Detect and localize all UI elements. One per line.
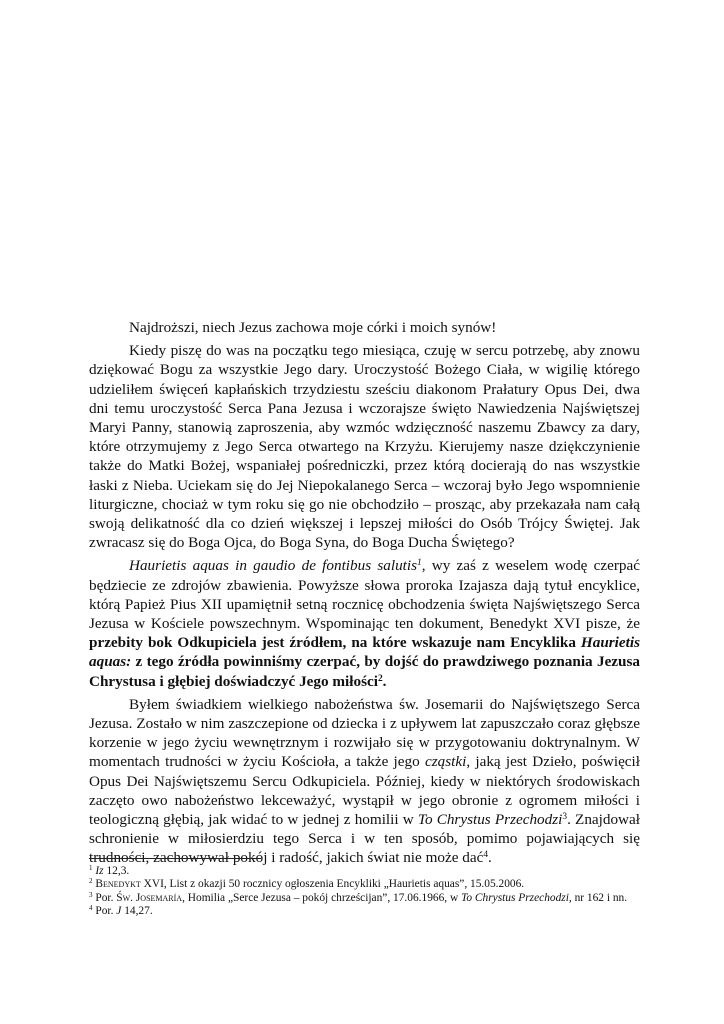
letter-body (89, 318, 640, 872)
text-run: Por. (92, 905, 117, 918)
text-run: Por. (92, 891, 117, 904)
text-run: z tego źródła powinniśmy czerpać, by dojść do prawdziwego poznania Jezusa Chrystusa i głębiej doświadczyć Jego miłości (89, 653, 640, 690)
text-run: Haurietis aquas in gaudio de fontibus salutis (129, 557, 418, 575)
footnote-separator (89, 858, 261, 859)
text-run: , jaką jest Dzieło, poświęcił Opus Dei Najświętszemu Sercu Odkupiciela. Później, kiedy w niektórych środowiskach zaczęto owo nabożeństwo lekceważyć, wystąpił w jego obronie z ogromem miłości i teologiczną głębią, jak widać to w jednej z homilii w (89, 753, 640, 829)
footnote (89, 892, 640, 905)
footnotes (89, 865, 640, 919)
salutation (89, 318, 640, 337)
footnote-marker: 2 (377, 673, 383, 684)
footnote-marker: 2 (89, 877, 93, 886)
author-name: Św. Josemaría (116, 891, 183, 904)
footnote-marker: 3 (562, 811, 568, 822)
body-paragraph (89, 556, 640, 690)
footnote-marker: 4 (483, 850, 489, 861)
text-run: nr 162 i nn. (571, 891, 628, 904)
footnote-marker: 3 (89, 890, 93, 899)
text-run: . (382, 672, 387, 690)
text-run: Iz (95, 865, 104, 877)
text-run: cząstki (424, 753, 467, 771)
footnote-marker: 1 (417, 558, 422, 569)
text-run: To Chrystus Przechodzi (417, 811, 563, 829)
text-run: 12,3. (103, 865, 130, 877)
text-run: Haurietis aquas: (89, 634, 640, 671)
footnote (89, 878, 640, 891)
text-run: , Homilia „Serce Jezusa – pokój chrześcijan”, 17.06.1966, w (182, 891, 462, 904)
footnote-marker: 4 (89, 904, 93, 913)
text-run: . (488, 849, 492, 867)
body-paragraph (89, 341, 640, 552)
text-run: J (116, 905, 122, 918)
author-name: Benedykt (95, 878, 141, 891)
footnote (89, 905, 640, 918)
text-run: Byłem świadkiem wielkiego nabożeństwa św. Josemarii do Najświętszego Serca Jezusa. Zostało w nim zaszczepione od dziecka i z upływem lat zapuszczało coraz głębsze korzenie w jego życiu wewnętrznym i rozwijało się w przygotowaniu doktrynalnym. W momentach trudności w życiu Kościoła, a także jego (89, 695, 640, 771)
text-run: To Chrystus Przechodzi, (461, 891, 572, 904)
text-run: 14,27. (121, 905, 153, 918)
text-run: Kiedy piszę do was na początku tego miesiąca, czuję w sercu potrzebę, aby znowu dziękować Bogu za wszystkie Jego dary. Uroczystość Bożego Ciała, w wigilię którego udzieliłem święceń kapłańskich trzydziestu sześciu diakonom Prałatury Opus Dei, dwa dni temu uroczystość Serca Pana Jezusa i wczorajsze święto Nawiedzenia Najświętszej Maryi Panny, stanowią zaproszenia, aby wzmóc wdzięczność naszemu Zbawcy za dary, które otrzymujemy z Jego Serca otwartego na Krzyżu. Kierujemy nasze dziękczynienie także do Matki Bożej, wspaniałej pośredniczki, przez którą docierają do nas wszystkie łaski z Nieba. Uciekam się do Jej Niepokalanego Serca – wczoraj było Jego wspomnienie liturgiczne, chociaż w tym roku się go nie obchodziło – prosząc, aby przekazała nam całą swoją delikatność dla co dzień większej i lepszej miłości do Osób Trójcy Świętej. Jak zwracasz się do Boga Ojca, do Boga Syna, do Boga Ducha Świętego? (89, 342, 640, 552)
text-run: . Znajdował schronienie w miłosierdziu tego Serca i w ten sposób, pomimo pojawiających się trudności, zachowywał pokój i radość, jakich świat nie może dać (89, 811, 640, 867)
footnote-marker: 1 (89, 864, 93, 873)
text-run: , wy zaś z weselem wodę czerpać będziecie ze zdrojów zbawienia. Powyższe słowa proroka Izajasza dają tytuł encyklice, którą Papież Pius XII upamiętnił setną rocznicę obchodzenia święta Najświętszego Serca Jezusa w Kościele powszechnym. Wspominając ten dokument, Benedykt XVI pisze, że (89, 557, 640, 633)
text-run: XVI, List z okazji 50 rocznicy ogłoszenia Encykliki „Haurietis aquas”, 15.05.2006. (140, 878, 525, 891)
text-run: Najdroższi, niech Jezus zachowa moje córki i moich synów! (129, 319, 497, 336)
footnote (89, 865, 640, 878)
body-paragraph (89, 695, 640, 868)
text-run: przebity bok Odkupiciela jest źródłem, na które wskazuje nam Encyklika (89, 634, 581, 652)
